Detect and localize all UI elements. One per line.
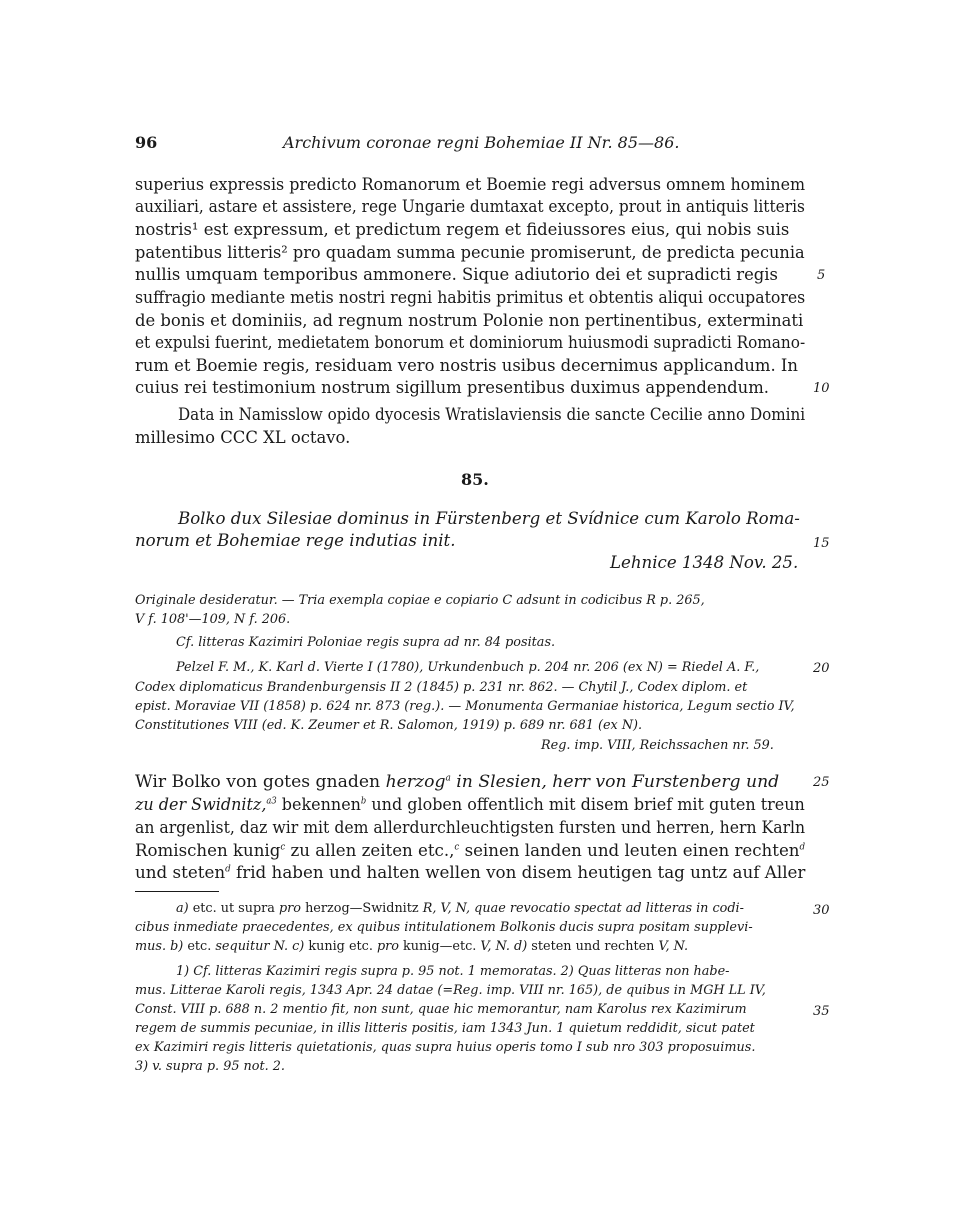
literature-line: epist. Moraviae VII (1858) p. 624 nr. 873 (reg.). — Monumenta Germaniae historica, Legum sectio IV, <box>135 699 795 714</box>
text-line <box>135 841 805 861</box>
text-segment: steten und rechten <box>527 939 659 954</box>
text-line <box>135 795 805 815</box>
text-segment: und steten <box>135 863 226 883</box>
footnote-marker: d <box>225 864 231 875</box>
reference-line: Cf. litteras Kazimiri Poloniae regis supra ad nr. 84 positas. <box>176 635 556 650</box>
text-line: millesimo CCC XL octavo. <box>135 428 351 447</box>
literature-line: Constitutiones VIII (ed. K. Zeumer et R. Salomon, 1919) p. 689 nr. 681 (ex N). <box>135 718 643 733</box>
text-line: nullis umquam temporibus ammonere. Sique adiutorio dei et supradicti regis <box>135 265 778 284</box>
text-line: superius expressis predicto Romanorum et Boemie regi adversus omnem hominem <box>135 175 806 194</box>
line-number: 20 <box>813 661 830 676</box>
regest-line: Bolko dux Silesiae dominus in Fürstenberg et Svídnice cum Karolo Roma- <box>178 509 800 528</box>
text-segment: V, N. d) <box>480 939 528 954</box>
text-line: Data in Namisslow opido dyocesis Wratislaviensis die sancte Cecilie anno Domini <box>178 405 806 424</box>
regest-line: norum et Bohemiae rege indutias init. <box>135 531 456 550</box>
literature-line: Codex diplomaticus Brandenburgensis II 2 (1845) p. 231 nr. 862. — Chytil J., Codex diplom. et <box>135 680 748 695</box>
footnote-line: mus. Litterae Karoli regis, 1343 Apr. 24 datae (=Reg. imp. VIII nr. 165), de quibus in MGH LL IV, <box>135 983 766 998</box>
text-segment: bekennen <box>276 795 361 815</box>
text-segment: Wir Bolko von gotes gnaden <box>135 772 386 792</box>
text-segment: kunig—etc. <box>398 939 481 954</box>
text-segment: in Slesien, herr von Furstenberg und <box>450 772 780 792</box>
text-segment: cibus inmediate praecedentes, ex quibus intitulationem Bolkonis ducis supra positam supplevi- <box>135 920 753 935</box>
footnote-rule <box>135 891 219 892</box>
footnote-marker: b <box>360 796 367 807</box>
text-segment: sequitur N. c) <box>215 939 305 954</box>
text-segment: seinen landen und leuten einen rechten <box>459 841 800 861</box>
text-line: cuius rei testimonium nostrum sigillum presentibus duximus appendendum. <box>135 378 769 397</box>
text-segment: Romischen kunig <box>135 841 281 861</box>
line-number: 25 <box>813 775 830 790</box>
text-segment: und globen offentlich mit disem brief mit guten treun <box>366 795 805 815</box>
regesta-line: Reg. imp. VIII, Reichssachen nr. 59. <box>541 738 774 753</box>
text-segment: etc. ut supra <box>188 901 279 916</box>
document-number: 85. <box>461 470 489 489</box>
text-segment: zu der Swidnitz, <box>135 795 267 815</box>
text-line: et expulsi fuerint, medietatem bonorum et dominiorum huiusmodi supradicti Romano- <box>135 333 806 352</box>
footnote-line <box>135 920 753 935</box>
tradition-line: V f. 108'—109, N f. 206. <box>135 612 291 627</box>
text-segment: etc. <box>183 939 216 954</box>
text-line: nostris¹ est expressum, et predictum regem et fideiussores eius, qui nobis suis <box>135 220 790 239</box>
literature-line: Pelzel F. M., K. Karl d. Vierte I (1780), Urkundenbuch p. 204 nr. 206 (ex N) = Riedel A. F., <box>176 660 760 675</box>
footnote-line <box>135 939 688 954</box>
text-segment: herzog <box>385 772 446 792</box>
text-segment: mus. b) <box>135 939 184 954</box>
footnote-marker: c <box>454 842 460 853</box>
text-segment: a) <box>176 901 189 916</box>
running-title: Archivum coronae regni Bohemiae II Nr. 85—86. <box>283 133 680 152</box>
text-line <box>135 818 805 838</box>
line-number: 5 <box>817 268 826 283</box>
footnote-marker: c <box>280 842 286 853</box>
text-line: patentibus litteris² pro quadam summa pecunie promiserunt, de predicta pecunia <box>135 243 805 262</box>
footnote-line: 3) v. supra p. 95 not. 2. <box>135 1059 285 1074</box>
text-segment: R, V, N, quae revocatio spectat ad litteras in codi- <box>422 901 744 916</box>
footnote-line: ex Kazimiri regis litteris quietationis, quas supra huius operis tomo I sub nro 303 proposuimus. <box>135 1040 756 1055</box>
text-segment: V, N. <box>658 939 689 954</box>
footnote-marker: a <box>445 773 451 784</box>
text-segment: pro <box>278 901 301 916</box>
line-number: 30 <box>813 903 830 918</box>
text-segment: kunig etc. <box>304 939 377 954</box>
text-line: suffragio mediante metis nostri regni habitis primitus et obtentis aliqui occupatores <box>135 288 806 307</box>
footnote-line: Const. VIII p. 688 n. 2 mentio fit, non sunt, quae hic memorantur, nam Karolus rex Kazimirum <box>135 1002 747 1017</box>
footnote-line <box>176 901 744 916</box>
text-segment: pro <box>376 939 399 954</box>
text-segment: an argenlist, daz wir mit dem allerdurchleuchtigsten fursten und herren, hern Karln <box>135 818 806 838</box>
footnote-marker: d <box>799 842 806 853</box>
text-line <box>135 863 805 883</box>
text-segment: zu allen zeiten etc., <box>285 841 455 861</box>
line-number: 10 <box>813 381 830 396</box>
place-date: Lehnice 1348 Nov. 25. <box>610 553 799 572</box>
line-number: 35 <box>813 1004 830 1019</box>
page-number: 96 <box>135 133 158 152</box>
footnote-line: 1) Cf. litteras Kazimiri regis supra p. 95 not. 1 memoratas. 2) Quas litteras non habe- <box>176 964 730 979</box>
text-line <box>135 772 779 792</box>
text-line: de bonis et dominiis, ad regnum nostrum Polonie non pertinentibus, exterminati <box>135 311 804 330</box>
text-segment: frid haben und halten wellen von disem heutigen tag untz auf Aller <box>230 863 806 883</box>
text-line: rum et Boemie regis, residuam vero nostris usibus decernimus applicandum. In <box>135 356 798 375</box>
tradition-line: Originale desideratur. — Tria exempla copiae e copiario C adsunt in codicibus R p. 265, <box>135 593 705 608</box>
line-number: 15 <box>813 536 830 551</box>
text-segment: herzog—Swidnitz <box>301 901 423 916</box>
footnote-marker: a3 <box>266 796 277 807</box>
footnote-line: regem de summis pecuniae, in illis litteris positis, iam 1343 Jun. 1 quietum reddidit, sicut patet <box>135 1021 755 1036</box>
text-line: auxiliari, astare et assistere, rege Ungarie dumtaxat excepto, prout in antiquis litteris <box>135 197 805 216</box>
